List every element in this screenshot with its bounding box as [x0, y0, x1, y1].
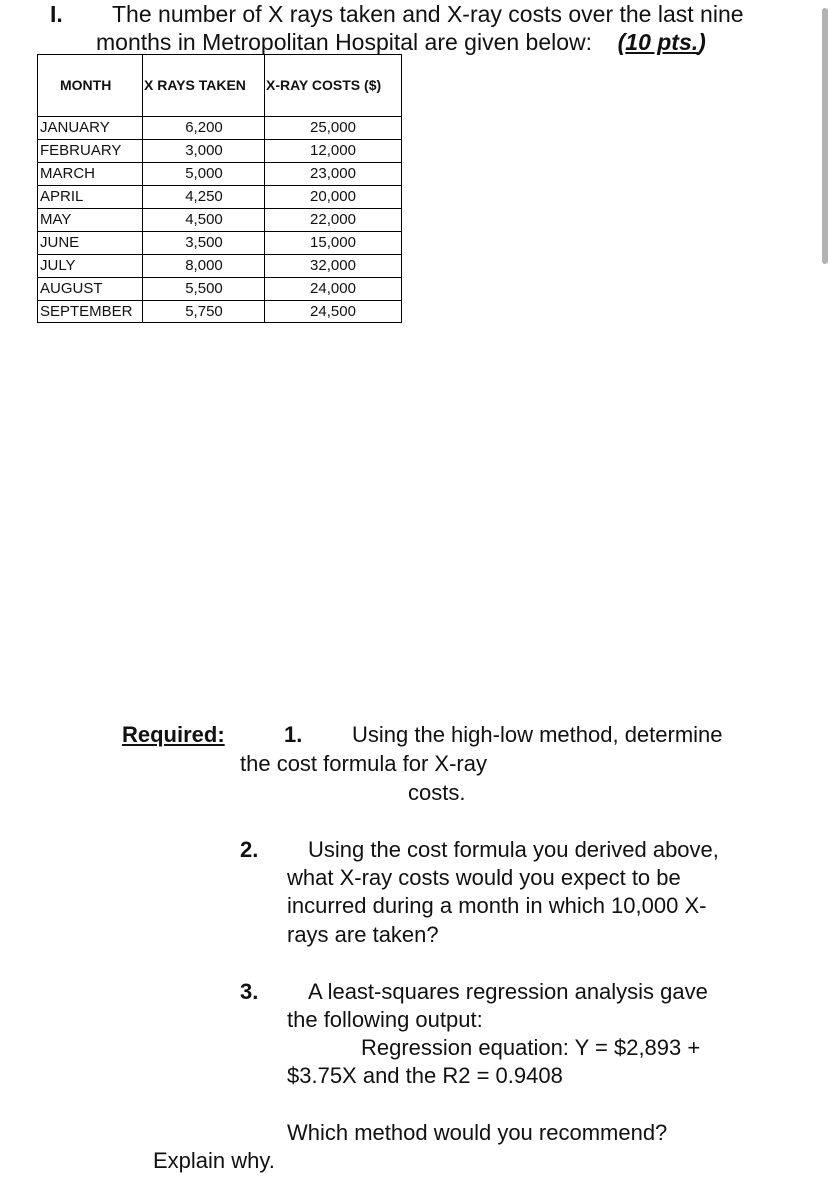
cell-xrays: 6,200	[185, 119, 223, 136]
cell-month: SEPTEMBER	[40, 303, 133, 320]
cell-xrays: 5,000	[185, 165, 223, 182]
points-label: (10 pts.)	[617, 29, 706, 55]
item3-line1: A least-squares regression analysis gave	[308, 979, 708, 1004]
item2-line2: what X-ray costs would you expect to be	[287, 865, 681, 890]
item1-line2: the cost formula for X-ray	[240, 751, 487, 776]
table-row	[38, 231, 401, 254]
question-text-line2-body: months in Metropolitan Hospital are given below:	[96, 29, 593, 55]
table-row	[38, 139, 401, 162]
cell-month: AUGUST	[40, 280, 103, 297]
item1-number: 1.	[284, 722, 303, 747]
item2-line4: rays are taken?	[287, 922, 439, 947]
question-text-line2	[96, 29, 706, 56]
cell-xrays: 3,500	[185, 234, 223, 251]
points-value: 10 pts.	[625, 29, 699, 55]
table-row	[38, 185, 401, 208]
item2-line3: incurred during a month in which 10,000 X-	[287, 893, 707, 918]
item3-line2: the following output:	[287, 1007, 483, 1032]
cell-xrays: 5,750	[185, 303, 223, 320]
cell-month: FEBRUARY	[40, 142, 122, 159]
cell-cost: 32,000	[310, 257, 356, 274]
question-number: I.	[50, 1, 63, 27]
cell-xrays: 5,500	[185, 280, 223, 297]
cell-xrays: 8,000	[185, 257, 223, 274]
cell-cost: 12,000	[310, 142, 356, 159]
table-row	[38, 116, 401, 139]
item3-line5: Which method would you recommend?	[287, 1120, 668, 1145]
cell-month: JULY	[40, 257, 76, 274]
required-label: Required:	[122, 722, 225, 747]
table-row	[38, 300, 401, 323]
cell-cost: 25,000	[310, 119, 356, 136]
cell-xrays: 4,250	[185, 188, 223, 205]
cell-month: JUNE	[40, 234, 80, 251]
item1-line1: Using the high-low method, determine	[352, 722, 723, 747]
question-text-line1: The number of X rays taken and X-ray costs over the last nine	[112, 1, 744, 27]
xray-data-table	[37, 54, 402, 323]
vertical-scrollbar[interactable]	[822, 8, 828, 264]
cell-month: JANUARY	[40, 119, 110, 136]
column-header-month: MONTH	[60, 77, 112, 93]
item3-number: 3.	[240, 979, 259, 1004]
column-header-xrays: X RAYS TAKEN	[144, 77, 246, 93]
cell-cost: 23,000	[310, 165, 356, 182]
item3-line3: Regression equation: Y = $2,893 +	[361, 1035, 701, 1060]
cell-month: MAY	[40, 211, 72, 228]
item3-line4: $3.75X and the R2 = 0.9408	[287, 1063, 563, 1088]
cell-month: APRIL	[40, 188, 84, 205]
column-header-costs: X-RAY COSTS ($)	[266, 77, 382, 93]
cell-cost: 20,000	[310, 188, 356, 205]
cell-cost: 15,000	[310, 234, 356, 251]
item3-line6: Explain why.	[153, 1148, 275, 1173]
cell-cost: 22,000	[310, 211, 356, 228]
cell-xrays: 3,000	[185, 142, 223, 159]
cell-xrays: 4,500	[185, 211, 223, 228]
cell-cost: 24,000	[310, 280, 356, 297]
item2-line1: Using the cost formula you derived above,	[308, 837, 719, 862]
cell-month: MARCH	[40, 165, 95, 182]
table-row	[38, 277, 401, 300]
table-row	[38, 162, 401, 185]
table-row	[38, 254, 401, 277]
table-row	[38, 208, 401, 231]
item1-line3: costs.	[408, 780, 466, 805]
item2-number: 2.	[240, 837, 259, 862]
cell-cost: 24,500	[310, 303, 356, 320]
